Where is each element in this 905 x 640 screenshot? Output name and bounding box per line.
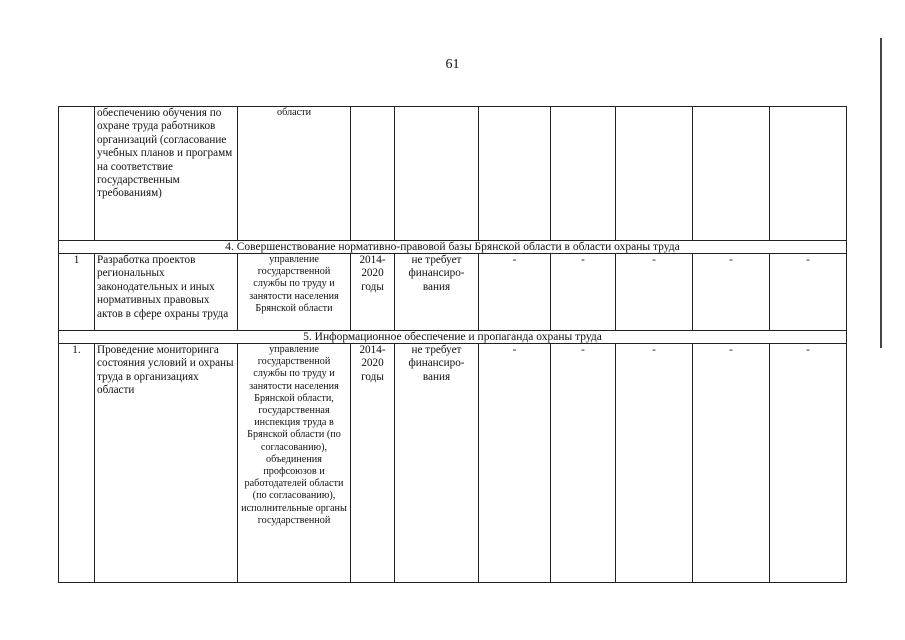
page-number: 61 <box>445 57 460 72</box>
executor: области <box>238 107 351 241</box>
value-cell: - <box>693 254 770 331</box>
section-title: 5. Информационное обеспечение и пропаганда охраны труда <box>59 331 847 344</box>
value-cell: - <box>551 254 616 331</box>
value-cell <box>479 107 551 241</box>
value-cell <box>770 107 847 241</box>
executor: управление государственной службы по труду и занятости населения Брянской области <box>238 254 351 331</box>
table-row <box>59 107 847 241</box>
scan-edge-line <box>880 38 882 348</box>
row-number: 1 <box>59 254 95 331</box>
measure-name: Разработка проектов региональных законодательных и иных нормативных правовых актов в сфере охраны труда <box>95 254 238 331</box>
funding: не требует финансиро-вания <box>395 344 479 583</box>
years: 2014-2020 годы <box>351 254 395 331</box>
section-title: 4. Совершенствование нормативно-правовой базы Брянской области в области охраны труда <box>59 241 847 254</box>
program-table <box>58 106 847 583</box>
measure-name: обеспечению обучения по охране труда работников организаций (согласование учебных планов и программ на соответствие государственным требованиям) <box>95 107 238 241</box>
executor: управление государственной службы по труду и занятости населения Брянской области, государственная инспекция труда в Брянской области (по согласованию), объединения профсоюзов и работодателей области (по согласованию), исполнительные органы государственной <box>238 344 351 583</box>
years <box>351 107 395 241</box>
value-cell <box>551 107 616 241</box>
value-cell: - <box>479 344 551 583</box>
value-cell: - <box>551 344 616 583</box>
value-cell: - <box>616 344 693 583</box>
funding <box>395 107 479 241</box>
value-cell <box>616 107 693 241</box>
table-row <box>59 254 847 331</box>
measure-name: Проведение мониторинга состояния условий и охраны труда в организациях области <box>95 344 238 583</box>
value-cell: - <box>770 254 847 331</box>
value-cell: - <box>693 344 770 583</box>
value-cell <box>693 107 770 241</box>
value-cell: - <box>479 254 551 331</box>
table-row <box>59 344 847 583</box>
section-header-row <box>59 331 847 344</box>
value-cell: - <box>770 344 847 583</box>
value-cell: - <box>616 254 693 331</box>
row-number: 1. <box>59 344 95 583</box>
row-number <box>59 107 95 241</box>
years: 2014-2020 годы <box>351 344 395 583</box>
funding: не требует финансиро-вания <box>395 254 479 331</box>
section-header-row <box>59 241 847 254</box>
